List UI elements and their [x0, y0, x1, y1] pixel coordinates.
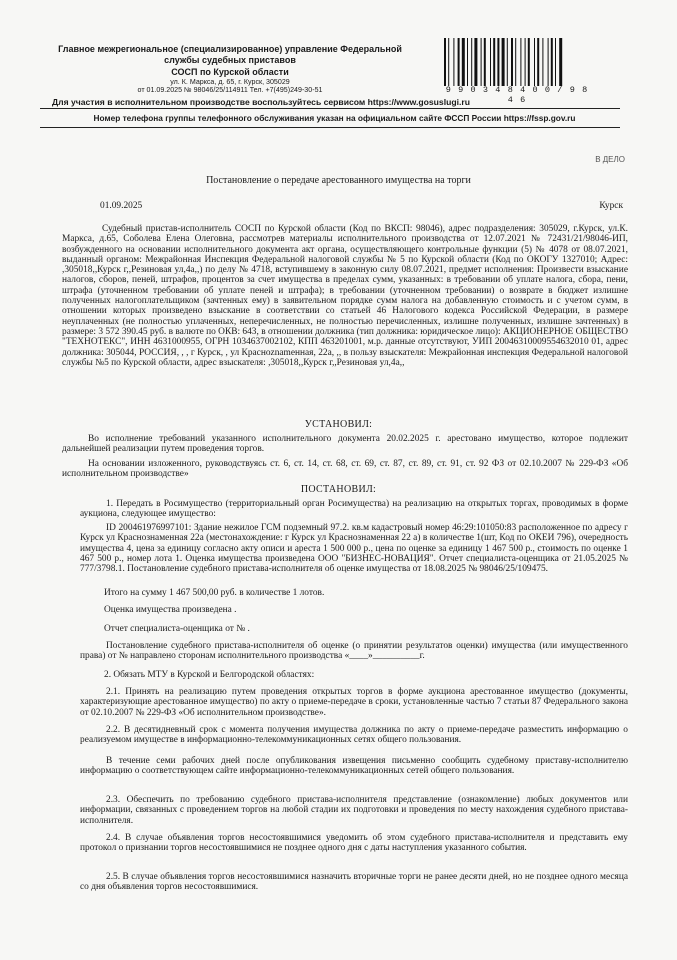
- document-city: Курск: [599, 201, 623, 211]
- resolution-sent: Постановление судебного пристава-исполнителя об оценке (о принятии результатов оценки) имущества (или имущественного права) от № направлено сторонам исполнительного производства «____»__________г.: [80, 641, 628, 662]
- item-2-3: 2.3. Обеспечить по требованию судебного пристава-исполнителя представление (ознакомление) любых документов или информации, связанных с проведением торгов на любой стадии их подготовки и проведения по месту нахождения судебного пристава-исполнителя.: [80, 795, 628, 826]
- valuation-line: Оценка имущества произведена .: [104, 605, 237, 615]
- filing-mark: В ДЕЛО: [595, 155, 625, 164]
- document-title: Постановление о передаче арестованного имущества на торги: [206, 175, 471, 186]
- total-line: Итого на сумму 1 467 500,00 руб. в количестве 1 лотов.: [104, 588, 325, 598]
- document-date: 01.09.2025: [100, 201, 143, 211]
- org-line: Главное межрегиональное (специализированное) управление Федеральной: [58, 44, 402, 54]
- issuer-address: [48, 78, 412, 94]
- org-line: СОСП по Курской области: [171, 66, 289, 77]
- phone-notice: Номер телефона группы телефонного обслуживания указан на официальном сайте ФССП России https://fssp.gov.ru: [93, 113, 576, 123]
- item-2-2: 2.2. В десятидневный срок с момента получения имущества должника по акту о приеме-передаче разместить информацию о реализуемом имуществе в информационно-телекоммуникационных сетях общего пользования.: [80, 725, 628, 746]
- item-2-5: 2.5. В случае объявления торгов несостоявшимися назначить вторичные торги не ранее десяти дней, но не позднее одного месяца со дня объявления торгов несостоявшимися.: [80, 872, 628, 893]
- item-1: 1. Передать в Росимущество (территориальный орган Росимущества) на реализацию на открытых торгах, проводимых в форме аукциона, следующее имущество:: [80, 499, 628, 520]
- item-2-2-continued: В течение семи рабочих дней после опубликования извещения письменно сообщить судебному приставу-исполнителю информацию о соответствующем сайте информационно-телекоммуникационных сетей общего пользования.: [80, 756, 628, 777]
- report-line: Отчет специалиста-оценщика от № .: [104, 624, 250, 634]
- ustanovil-heading: УСТАНОВИЛ:: [304, 419, 373, 430]
- address-line: ул. К. Маркса, д. 65, г. Курск, 305029: [170, 78, 290, 86]
- issuer-organization: [48, 44, 412, 78]
- barcode-number: 9 9 0 3 4 8 4 0 0 / 9 8 4 6: [445, 85, 589, 105]
- org-line: службы судебных приставов: [164, 55, 296, 66]
- barcode-image: [442, 38, 592, 86]
- address-line: от 01.09.2025 № 98046/25/114911 Тел. +7(495)249-30-51: [137, 86, 323, 95]
- item-2-4: 2.4. В случае объявления торгов несостоявшимися уведомить об этом судебного пристава-исполнителя и представить ему протокол о признании торгов несостоявшимися не позднее одного дня с даты наступления указанного события.: [80, 833, 628, 854]
- divider: [40, 127, 620, 128]
- property-id-block: ID 200461976997101: Здание нежилое ГСМ подземный 97.2. кв.м кадастровый номер 46:29:101050:83 расположенное по адресу г Курск ул Краснознаменная 22а (местонахождение: г Курск ул Краснознаменная 22 а) в количестве 1(шт, Код по ОКЕИ 796), очередность имущества 4, цена за единицу согласно акту описи и ареста 1 500 000 р., цена по оценке за единицу 1 467 500 р., стоимость по оценке 1 467 500 р., номер лота 1. Оценка имущества произведена ООО "БИЗНЕС-НОВАЦИЯ". Отчет специалиста-оценщика от 21.05.2025 № 777/3798.1. Постановление судебного пристава-исполнителя об оценке имущества от 18.08.2025 № 98046/25/109475.: [80, 523, 628, 575]
- ustanovil-paragraph: На основании изложенного, руководствуясь ст. 6, ст. 14, ст. 68, ст. 69, ст. 87, ст. 89, ст. 91, ст. 92 ФЗ от 02.10.2007 № 229-ФЗ «Об исполнительном производстве»: [62, 459, 628, 480]
- intro-paragraph: Судебный пристав-исполнитель СОСП по Курской области (Код по ВКСП: 98046), адрес подразделения: 305029, г.Курск, ул.К. Маркса, д.65, Соболева Елена Олеговна, рассмотрев материалы исполнительного производства от 12.07.2021 № 72431/21/98046-ИП, возбужденного на основании исполнительного документа акт органа, осуществляющего контрольные функции (5) № 4078 от 08.07.2021, выданный органом: Межрайонная Инспекция Федеральной налоговой службы № 5 по Курской области (Код по ОКОГУ 1327010; Адрес: ,305018,,Курск г,,Резиновая ул,4а,,) по делу № 4718, вступившему в законную силу 08.07.2021, предмет исполнения: Произвести взыскание налогов, сборов, пеней, штрафов, процентов за счет имущества в пределах сумм, указанных: в требовании об уплате налога, сбора, пени, штрафа (уточненном требовании об уплате пеней и штрафа); в требовании (уточненном требовании) о возврате в бюджет излишне полученных налогоплательщиком (зачтенных ему) в заявительном порядке сумм налога на добавленную стоимость и с учетом сумм, в отношении которых произведено взыскание в соответствии со статьей 46 Налогового кодекса Российской Федерации, в размере неуплаченных (не полностью уплаченных, неперечисленных, не полностью перечисленных, излишне полученных, излишне зачтенных) в размере: 3 572 390.45 руб. в валюте по ОКВ: 643, в отношении должника (тип должника: юридическое лицо): АКЦИОНЕРНОЕ ОБЩЕСТВО "ТЕХНОТЕКС", ИНН 4631000955, ОГРН 1034637002102, КПП 463201001, м.р. данные отсутствуют, УИП 20046310009554632010 01, адрес должника: 305044, РОССИЯ, , , г Курск, , ул Красноznamенная, 22а, ,, в пользу взыскателя: Межрайонная инспекция Федеральной налоговой службы №5 по Курской области, адрес взыскателя: ,305018,,Курск г,,Резиновая ул,4а,,: [62, 224, 628, 368]
- ustanovil-paragraph: Во исполнение требований указанного исполнительного документа 20.02.2025 г. арестовано имущество, которое подлежит дальнейшей реализации путем проведения торгов.: [62, 434, 628, 455]
- item-2-1: 2.1. Принять на реализацию путем проведения открытых торгов в форме аукциона арестованное имущество (документы, характеризующие арестованное имущество) по акту о приеме-передаче в сроки, установленные частью 7 статьи 87 Федерального закона от 02.10.2007 № 229-ФЗ «Об исполнительном производстве».: [80, 687, 628, 718]
- postanovil-heading: ПОСТАНОВИЛ:: [300, 484, 377, 495]
- divider: [40, 108, 620, 109]
- gosuslugi-notice: Для участия в исполнительном производстве воспользуйтесь сервисом https://www.gosuslugi.ru: [52, 97, 470, 107]
- item-2: 2. Обязать МТУ в Курской и Белгородской областях:: [104, 670, 315, 680]
